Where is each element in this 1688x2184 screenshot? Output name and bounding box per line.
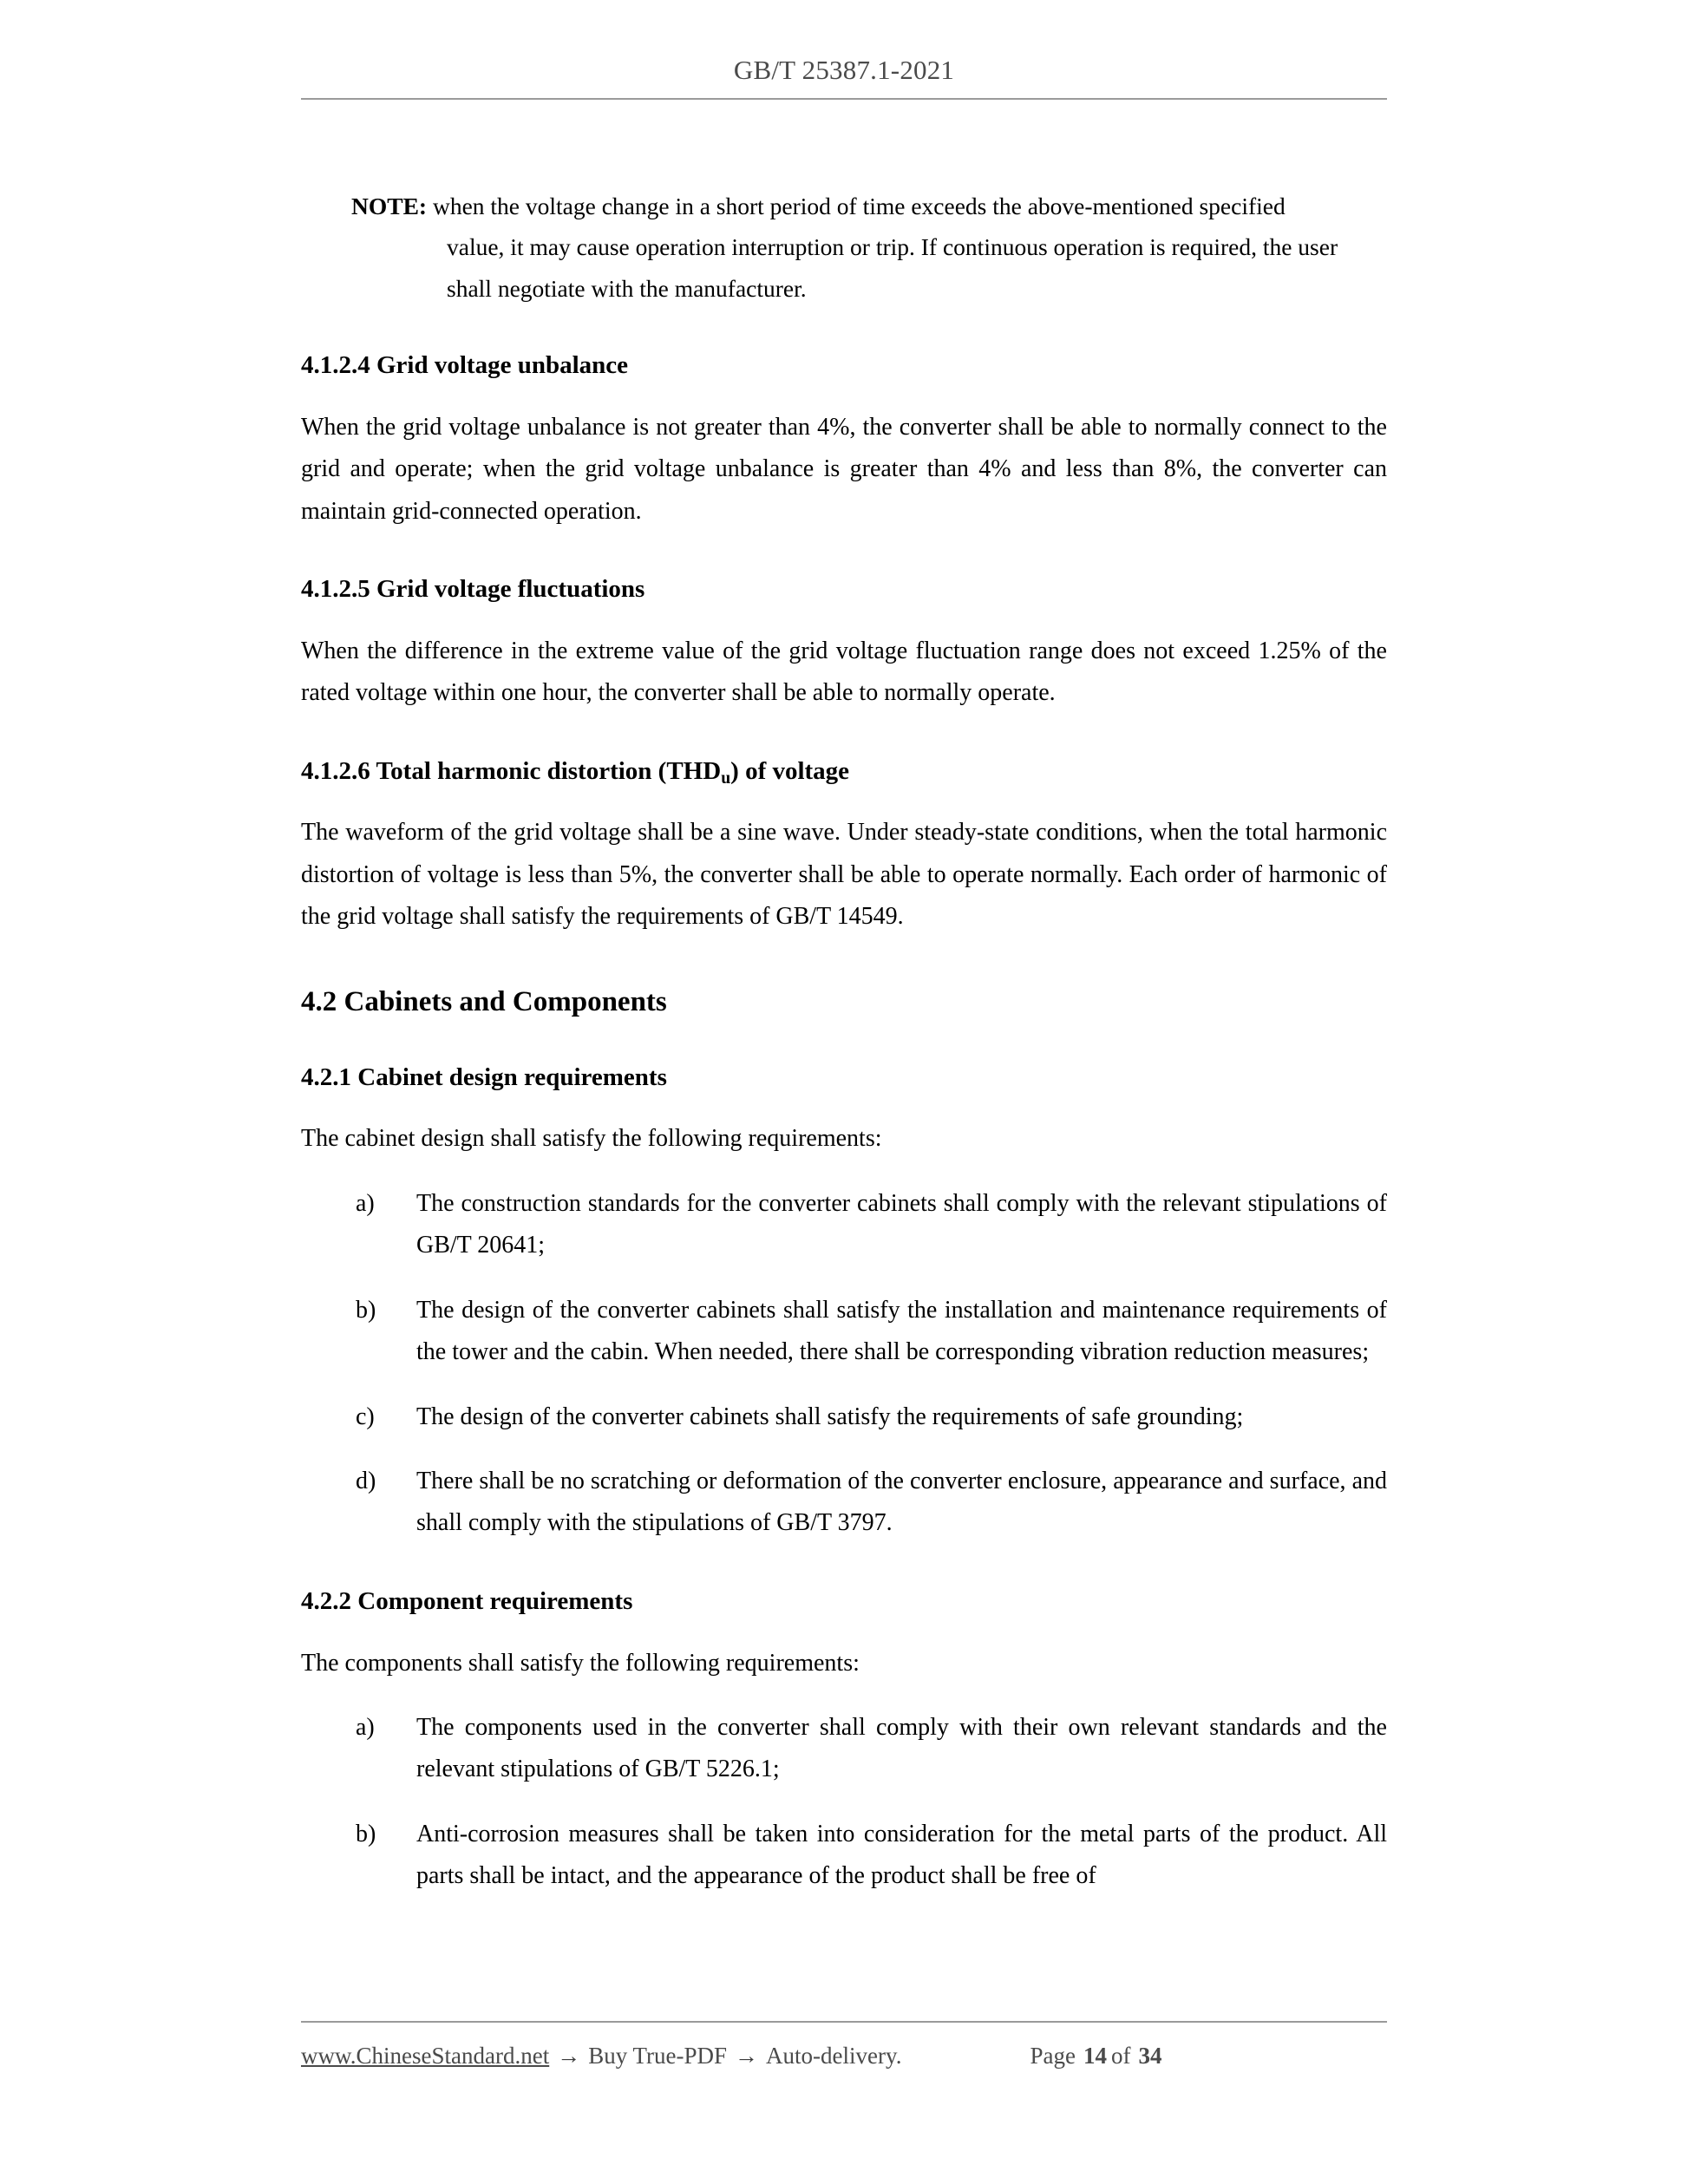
list-item [301, 1396, 1387, 1438]
list-item [301, 1183, 1387, 1267]
paragraph-cabinet-intro: The cabinet design shall satisfy the following requirements: [301, 1125, 882, 1153]
heading-4-2-1: 4.2.1 Cabinet design requirements [301, 1063, 667, 1091]
heading-4-1-2-5: 4.1.2.5 Grid voltage fluctuations [301, 575, 645, 604]
note-block [351, 186, 1340, 310]
list-item [301, 1461, 1387, 1545]
document-body [301, 161, 1387, 1898]
note-label: NOTE: [351, 192, 428, 219]
heading-4-1-2-4: 4.1.2.4 Grid voltage unbalance [301, 351, 629, 380]
heading-thd-prefix: 4.1.2.6 Total harmonic distortion (THD [301, 756, 722, 785]
footer-divider [301, 2021, 1387, 2023]
heading-4-1-2-6 [301, 755, 1387, 788]
component-requirements-list [301, 1707, 1387, 1898]
cabinet-requirements-list [301, 1183, 1387, 1545]
heading-thd-suffix: ) of voltage [730, 756, 850, 785]
arrow-right-icon: → [735, 2043, 759, 2069]
list-marker: c) [356, 1403, 375, 1430]
header-divider [301, 98, 1387, 100]
list-marker: b) [356, 1820, 376, 1847]
page-label: Page [1030, 2043, 1076, 2069]
list-marker: b) [356, 1296, 376, 1324]
heading-thd-subscript: u [721, 768, 731, 788]
arrow-right-icon: → [557, 2043, 581, 2069]
list-item [301, 1290, 1387, 1374]
list-item-text: The construction standards for the converter cabinets shall comply with the relevant stipulations of GB/T 20641; [416, 1189, 1387, 1259]
paragraph-grid-voltage-unbalance: When the grid voltage unbalance is not greater than 4%, the converter shall be able to normally connect to the grid and operate; when the grid voltage unbalance is greater than 4% and less than 8%, the converter can maintain grid-connected operation. [301, 413, 1387, 525]
of-label: of [1110, 2043, 1131, 2069]
paragraph-grid-voltage-fluctuations: When the difference in the extreme value of the grid voltage fluctuation range does not exceed 1.25% of the rated voltage within one hour, the converter shall be able to normally operate. [301, 637, 1387, 707]
note-text: when the voltage change in a short period of time exceeds the above-mentioned specified value, it may cause operation interruption or trip. If continuous operation is required, the user shall negotiate with the manufacturer. [432, 192, 1338, 302]
heading-4-2-2: 4.2.2 Component requirements [301, 1586, 633, 1615]
page-total: 34 [1138, 2043, 1162, 2069]
paragraph-thd: The waveform of the grid voltage shall be a sine wave. Under steady-state conditions, when the total harmonic distortion of voltage is less than 5%, the converter shall be able to operate normally. Each order of harmonic of the grid voltage shall satisfy the requirements of GB/T 14549. [301, 819, 1387, 931]
standard-number: GB/T 25387.1-2021 [733, 55, 955, 85]
list-marker: a) [356, 1189, 375, 1217]
list-item-text: The design of the converter cabinets shall satisfy the installation and maintenance requirements of the tower and the cabin. When needed, there shall be corresponding vibration reduction measures; [416, 1296, 1387, 1366]
page-header [301, 54, 1387, 100]
paragraph-component-intro: The components shall satisfy the following requirements: [301, 1649, 860, 1677]
list-item-text: There shall be no scratching or deformation of the converter enclosure, appearance and surface, and shall comply with the stipulations of GB/T 3797. [416, 1467, 1387, 1537]
page-indicator [1030, 2042, 1166, 2070]
list-item [301, 1707, 1387, 1791]
footer-segment-buy: Buy True-PDF [588, 2043, 728, 2069]
page-number: 14 [1083, 2043, 1107, 2069]
list-item-text: The components used in the converter shall comply with their own relevant standards and the relevant stipulations of GB/T 5226.1; [416, 1713, 1387, 1783]
list-marker: a) [356, 1713, 375, 1741]
page-footer [301, 2021, 1387, 2070]
list-marker: d) [356, 1467, 376, 1494]
list-item-text: Anti-corrosion measures shall be taken into consideration for the metal parts of the product. All parts shall be intact, and the appearance of the product shall be free of [416, 1820, 1387, 1890]
footer-website-link[interactable]: www.ChineseStandard.net [301, 2043, 550, 2069]
heading-4-2: 4.2 Cabinets and Components [301, 985, 667, 1017]
list-item [301, 1814, 1387, 1898]
footer-promo [301, 2042, 901, 2070]
footer-row [301, 2042, 1387, 2070]
list-item-text: The design of the converter cabinets shall satisfy the requirements of safe grounding; [416, 1403, 1244, 1430]
footer-segment-delivery: Auto-delivery. [766, 2043, 902, 2069]
